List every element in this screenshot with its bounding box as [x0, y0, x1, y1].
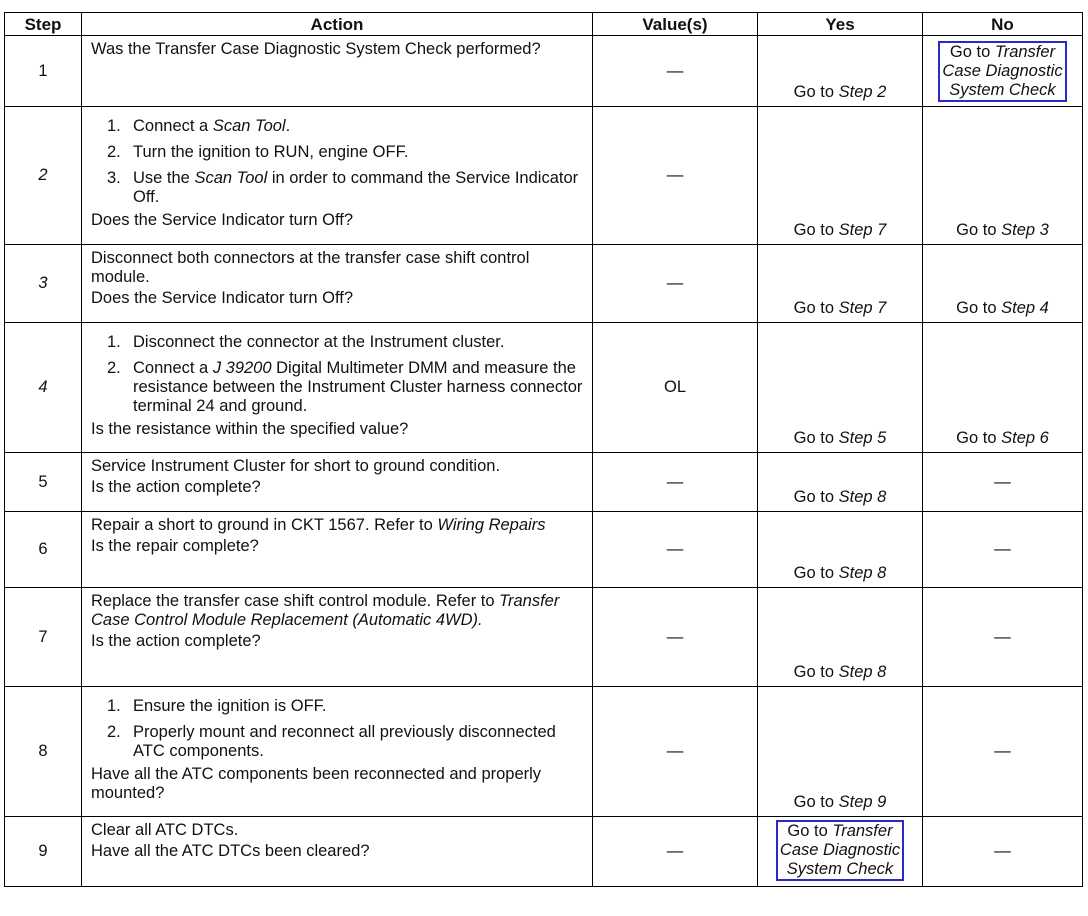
action-text: Was the Transfer Case Diagnostic System Check performed?	[91, 40, 541, 58]
link-line-3: System Check	[786, 860, 894, 878]
action-cell	[82, 453, 593, 512]
table-row-step-2	[5, 107, 1083, 245]
action-cell	[82, 323, 593, 453]
list-item: 1. Ensure the ignition is OFF.	[107, 697, 327, 715]
step-number: 9	[5, 817, 82, 887]
yes-cell[interactable]	[758, 687, 923, 817]
no-cell: —	[923, 512, 1083, 588]
list-item: 2. Connect a J 39200 Digital Multimeter DMM and measure the resistance between the Instrument Cluster harness connector terminal 24 and ground.	[107, 359, 583, 415]
no-cell[interactable]	[923, 323, 1083, 453]
header-action: Action	[82, 13, 593, 36]
header-no: No	[923, 13, 1083, 36]
yes-goto-link[interactable]: Go to Step 9	[793, 793, 887, 811]
value-cell: —	[593, 107, 758, 245]
value-cell: —	[593, 245, 758, 323]
yes-cell[interactable]	[758, 453, 923, 512]
no-cell: —	[923, 588, 1083, 687]
yes-cell[interactable]	[758, 323, 923, 453]
list-item: 2. Properly mount and reconnect all previously disconnected ATC components.	[107, 723, 556, 760]
action-cell	[82, 512, 593, 588]
link-line-2: Case Diagnostic	[942, 62, 1063, 80]
list-item: 3. Use the Scan Tool in order to command the Service Indicator Off.	[107, 169, 579, 206]
diagnostic-table	[4, 12, 1083, 887]
table-row-step-3	[5, 245, 1083, 323]
value-cell: —	[593, 588, 758, 687]
value-cell: —	[593, 512, 758, 588]
question-text: Is the action complete?	[91, 632, 261, 650]
table-row-step-4	[5, 323, 1083, 453]
table-row-step-9	[5, 817, 1083, 887]
yes-goto-link[interactable]: Go to Step 8	[793, 564, 887, 582]
header-step: Step	[5, 13, 82, 36]
value-cell: —	[593, 453, 758, 512]
table-row-step-6	[5, 512, 1083, 588]
list-item: 2. Turn the ignition to RUN, engine OFF.	[107, 143, 409, 161]
action-list	[91, 117, 584, 207]
step-number: 2	[5, 107, 82, 245]
value-cell: —	[593, 36, 758, 107]
yes-cell[interactable]	[758, 245, 923, 323]
no-cell[interactable]	[923, 107, 1083, 245]
link-line-1: Go to Transfer	[787, 822, 893, 840]
action-cell	[82, 817, 593, 887]
header-values: Value(s)	[593, 13, 758, 36]
action-text: Disconnect both connectors at the transfer case shift control module.	[91, 249, 530, 286]
step-number: 8	[5, 687, 82, 817]
action-cell	[82, 687, 593, 817]
step-number: 4	[5, 323, 82, 453]
question-text: Have all the ATC DTCs been cleared?	[91, 842, 370, 860]
no-goto-link[interactable]: Go to Step 3	[956, 221, 1049, 239]
question-text: Is the repair complete?	[91, 537, 259, 555]
wiring-repairs-link[interactable]: Wiring Repairs	[437, 516, 546, 534]
action-text: Repair a short to ground in CKT 1567. Refer to Wiring Repairs	[91, 516, 546, 534]
yes-goto-link[interactable]: Go to Step 8	[793, 488, 887, 506]
table-row-step-1	[5, 36, 1083, 107]
no-cell: —	[923, 453, 1083, 512]
question-text: Have all the ATC components been reconnected and properly mounted?	[91, 765, 542, 802]
yes-cell[interactable]	[758, 36, 923, 107]
yes-cell[interactable]	[758, 512, 923, 588]
list-item: 1. Disconnect the connector at the Instrument cluster.	[107, 333, 505, 351]
table-row-step-7	[5, 588, 1083, 687]
header-yes: Yes	[758, 13, 923, 36]
action-cell	[82, 245, 593, 323]
value-cell: OL	[593, 323, 758, 453]
no-cell[interactable]	[923, 36, 1083, 107]
action-list	[91, 697, 584, 761]
action-text: Service Instrument Cluster for short to ground condition.	[91, 457, 501, 475]
step-number: 7	[5, 588, 82, 687]
action-list	[91, 333, 584, 416]
question-text: Is the action complete?	[91, 478, 261, 496]
action-cell	[82, 36, 593, 107]
link-line-2: Case Diagnostic	[779, 841, 901, 859]
yes-goto-link[interactable]: Go to Step 8	[793, 663, 887, 681]
link-line-3: System Check	[949, 81, 1056, 99]
yes-goto-link[interactable]: Go to Step 5	[793, 429, 887, 447]
table-row-step-5	[5, 453, 1083, 512]
step-number: 6	[5, 512, 82, 588]
yes-goto-diagnostic-link[interactable]	[776, 820, 904, 881]
table-row-step-8	[5, 687, 1083, 817]
no-goto-link[interactable]: Go to Step 4	[956, 299, 1049, 317]
action-text: Replace the transfer case shift control module. Refer to Transfer Case Control Module Replacement (Automatic 4WD).	[91, 592, 560, 629]
action-cell	[82, 588, 593, 687]
question-text: Does the Service Indicator turn Off?	[91, 289, 353, 307]
diagnostic-table-container	[4, 12, 1082, 887]
question-text: Is the resistance within the specified value?	[91, 420, 409, 438]
question-text: Does the Service Indicator turn Off?	[91, 211, 353, 229]
module-replacement-link[interactable]: Transfer Case Control Module Replacement (Automatic 4WD).	[91, 592, 560, 629]
yes-goto-link[interactable]: Go to Step 7	[793, 299, 887, 317]
yes-cell[interactable]	[758, 817, 923, 887]
action-cell	[82, 107, 593, 245]
step-number: 5	[5, 453, 82, 512]
action-text: Clear all ATC DTCs.	[91, 821, 239, 839]
yes-goto-link[interactable]: Go to Step 2	[793, 83, 887, 101]
value-cell: —	[593, 687, 758, 817]
no-cell[interactable]	[923, 245, 1083, 323]
value-cell: —	[593, 817, 758, 887]
no-goto-diagnostic-link[interactable]	[938, 41, 1066, 102]
step-number: 1	[5, 36, 82, 107]
header-row	[5, 13, 1083, 36]
list-item: 1. Connect a Scan Tool.	[107, 117, 291, 135]
link-line-1: Go to Transfer	[949, 43, 1056, 61]
yes-goto-link[interactable]: Go to Step 7	[793, 221, 887, 239]
yes-cell[interactable]	[758, 107, 923, 245]
step-number: 3	[5, 245, 82, 323]
no-cell: —	[923, 687, 1083, 817]
no-cell: —	[923, 817, 1083, 887]
no-goto-link[interactable]: Go to Step 6	[956, 429, 1049, 447]
yes-cell[interactable]	[758, 588, 923, 687]
